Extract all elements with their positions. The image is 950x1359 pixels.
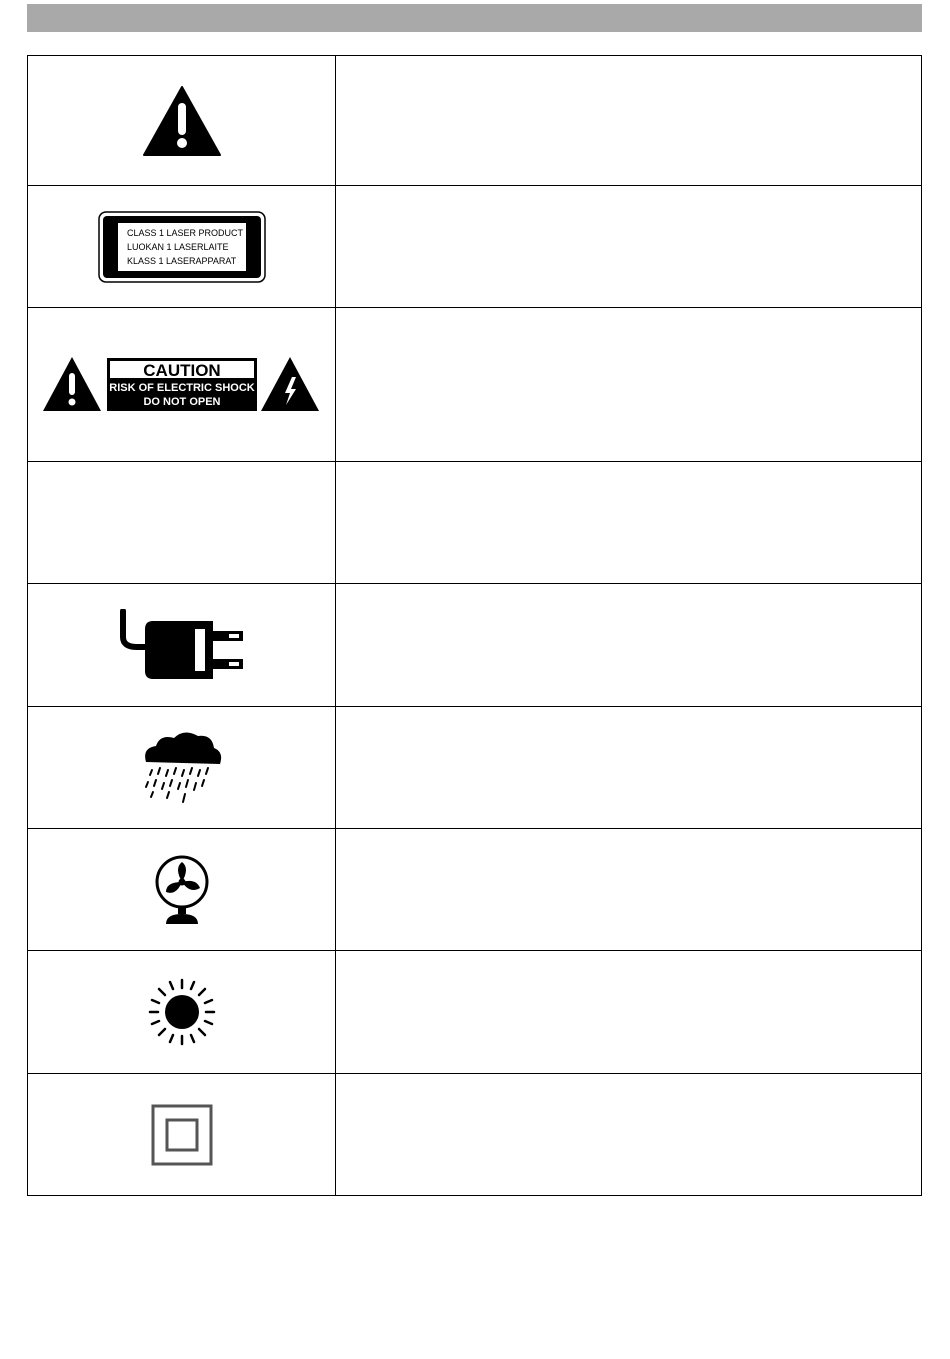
description-cell xyxy=(336,462,922,584)
double-insulation-icon xyxy=(151,1104,213,1166)
symbol-cell xyxy=(28,951,336,1074)
description-cell xyxy=(336,56,922,186)
description-cell xyxy=(336,584,922,707)
table-row xyxy=(28,584,922,707)
description-cell xyxy=(336,951,922,1074)
header-bar xyxy=(27,4,922,32)
description-cell xyxy=(336,308,922,462)
table-row xyxy=(28,829,922,951)
power-plug-icon xyxy=(117,609,247,681)
table-row xyxy=(28,308,922,462)
sun-icon xyxy=(147,977,217,1047)
caution-line-2: DO NOT OPEN xyxy=(142,395,221,408)
warning-triangle-icon xyxy=(43,357,101,411)
symbol-cell xyxy=(28,707,336,829)
lightning-triangle-icon xyxy=(261,357,319,411)
table-row xyxy=(28,56,922,186)
warning-triangle-icon xyxy=(142,85,222,157)
rain-cloud-icon xyxy=(140,730,224,806)
caution-electric-shock-label xyxy=(42,355,322,415)
symbol-cell xyxy=(28,462,336,584)
symbol-cell xyxy=(28,308,336,462)
laser-product-label xyxy=(98,211,266,283)
caution-line-1: RISK OF ELECTRIC SHOCK xyxy=(108,381,255,394)
description-cell xyxy=(336,1074,922,1196)
table-row xyxy=(28,707,922,829)
laser-label-line-1: CLASS 1 LASER PRODUCT xyxy=(126,227,243,238)
description-cell xyxy=(336,829,922,951)
symbol-cell xyxy=(28,1074,336,1196)
symbol-cell xyxy=(28,56,336,186)
description-cell xyxy=(336,707,922,829)
laser-label-line-2: LUOKAN 1 LASERLAITE xyxy=(126,241,229,252)
symbol-cell xyxy=(28,829,336,951)
table-row xyxy=(28,462,922,584)
table-row xyxy=(28,951,922,1074)
fan-icon xyxy=(152,854,212,926)
description-cell xyxy=(336,186,922,308)
laser-label-line-3: KLASS 1 LASERAPPARAT xyxy=(126,255,236,266)
symbol-cell xyxy=(28,584,336,707)
caution-title: CAUTION xyxy=(142,360,221,380)
table-row xyxy=(28,186,922,308)
safety-symbols-table xyxy=(27,55,922,1196)
symbol-cell xyxy=(28,186,336,308)
table-row xyxy=(28,1074,922,1196)
